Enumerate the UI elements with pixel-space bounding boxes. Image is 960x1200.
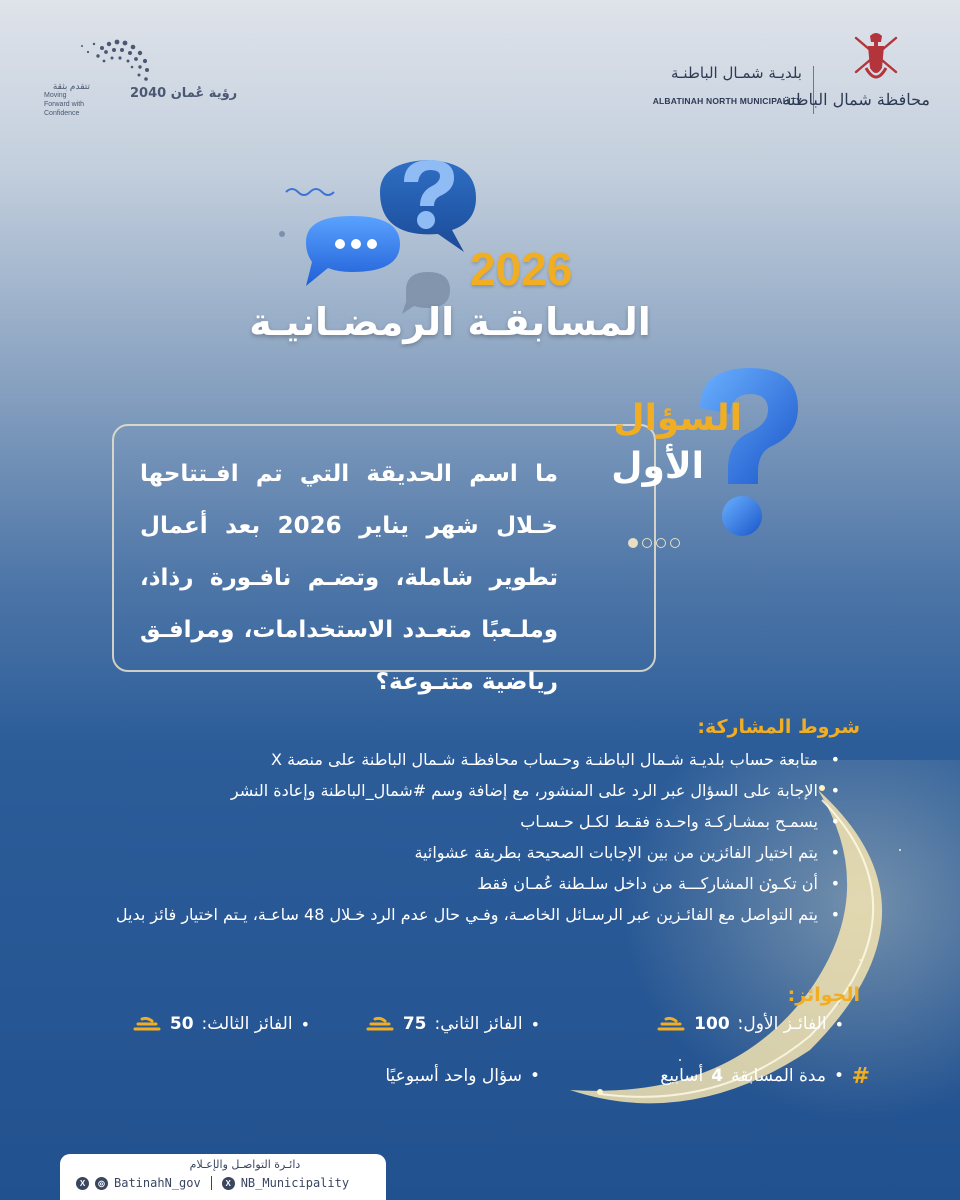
prize-second — [365, 1014, 540, 1034]
duration-prefix: مدة المسابقة — [731, 1066, 826, 1086]
oman-emblem-icon — [848, 28, 904, 86]
bullet: • — [530, 1014, 540, 1034]
department-name: دائـرة التواصـل والإعـلام — [189, 1158, 301, 1171]
condition-item: • أن تكـون المشاركـــة من داخل سلـطنة عُمـان فقط — [100, 868, 840, 899]
question-mark-icon — [686, 360, 806, 550]
prize-label: الفائز الثاني: — [434, 1014, 523, 1034]
condition-item: • يتم اختيار الفائزين من بين الإجابات الصحيحة بطريقة عشوائية — [100, 837, 840, 868]
omani-rial-icon — [132, 1015, 162, 1033]
bullet: • — [529, 1066, 540, 1086]
vision-tagline-ar: تتقدم بثقة — [52, 81, 90, 91]
dot — [642, 538, 652, 548]
weekly-info — [385, 1066, 540, 1086]
prizes-title: الجوائز: — [787, 984, 860, 1006]
social-handles — [76, 1176, 349, 1190]
condition-item: • يسمـح بمشـاركـة واحـدة فقـط لكـل حـسـاب — [100, 806, 840, 837]
bullet: • — [834, 1014, 844, 1034]
prize-amount: 75 — [402, 1014, 427, 1034]
x-icon: X — [76, 1177, 89, 1190]
dot — [656, 538, 666, 548]
duration-suffix: أسابيع — [660, 1066, 704, 1086]
bullet: • — [833, 1066, 844, 1086]
question-label-number: السؤال — [613, 398, 742, 439]
prize-third — [132, 1014, 310, 1034]
vision-tagline — [44, 82, 90, 118]
question-label-ordinal: الأول — [611, 446, 704, 487]
condition-item: • الإجابة على السؤال عبر الرد على المنشور، مع إضافة وسم #شمال_الباطنة وإعادة النشر — [100, 775, 840, 806]
question-text: ما اسم الحديقة التي تم افـتتاحها خـلال شهر يناير 2026 بعد أعمال تطوير شاملة، وتضـم نافـورة رذاذ، وملـعبًا متعـدد الاستخدامات، ومرافـق رياضية متنـوعة؟ — [140, 461, 558, 695]
x-icon: X — [222, 1177, 235, 1190]
prize-first — [656, 1014, 844, 1034]
weekly-text: سؤال واحد أسبوعيًا — [385, 1066, 522, 1086]
omani-rial-icon — [365, 1015, 395, 1033]
prize-label: الفائز الثالث: — [201, 1014, 293, 1034]
decorative-dots — [628, 536, 688, 550]
conditions-title: شروط المشاركة: — [697, 716, 860, 738]
bullet: • — [300, 1014, 310, 1034]
municipality-name-en: ALBATINAH NORTH MUNICIPALITY — [652, 96, 802, 106]
header-logos — [0, 28, 960, 118]
vision-tagline-en: Moving Forward with Confidence — [44, 92, 85, 117]
page-title: المسابقـة الرمضـانيـة — [249, 300, 651, 344]
duration-value: 4 — [711, 1066, 724, 1086]
omani-rial-icon — [656, 1015, 686, 1033]
duration-info — [660, 1066, 844, 1086]
handle-governorate[interactable]: BatinahN_gov — [114, 1176, 201, 1190]
dot — [628, 538, 638, 548]
hashtag-icon: # — [851, 1064, 870, 1089]
handle-municipality[interactable]: NB_Municipality — [240, 1176, 350, 1190]
divider — [211, 1176, 212, 1190]
municipality-name-ar: بلديـة شمـال الباطنـة — [670, 64, 802, 82]
prize-amount: 50 — [169, 1014, 194, 1034]
governorate-name: محافظة شمال الباطنة — [782, 90, 930, 109]
oman-vision-text: رؤية عُمان 2040 — [130, 86, 238, 101]
conditions-list — [100, 744, 840, 930]
year-title: 2026 — [470, 243, 573, 295]
condition-item: • يتم التواصل مع الفائـزين عبر الرسـائل الخاصـة، وفـي حال عدم الرد خـلال 48 ساعـة، يـتم اختيار فائز بديل — [100, 899, 840, 930]
prize-label: الفائـز الأول: — [737, 1014, 827, 1034]
footer — [60, 1154, 386, 1200]
dot — [670, 538, 680, 548]
prize-amount: 100 — [694, 1014, 730, 1034]
condition-item: • متابعة حساب بلديـة شـمال الباطنـة وحـساب محافظـة شـمال الباطنة على منصة X — [100, 744, 840, 775]
instagram-icon: ◎ — [95, 1177, 108, 1190]
